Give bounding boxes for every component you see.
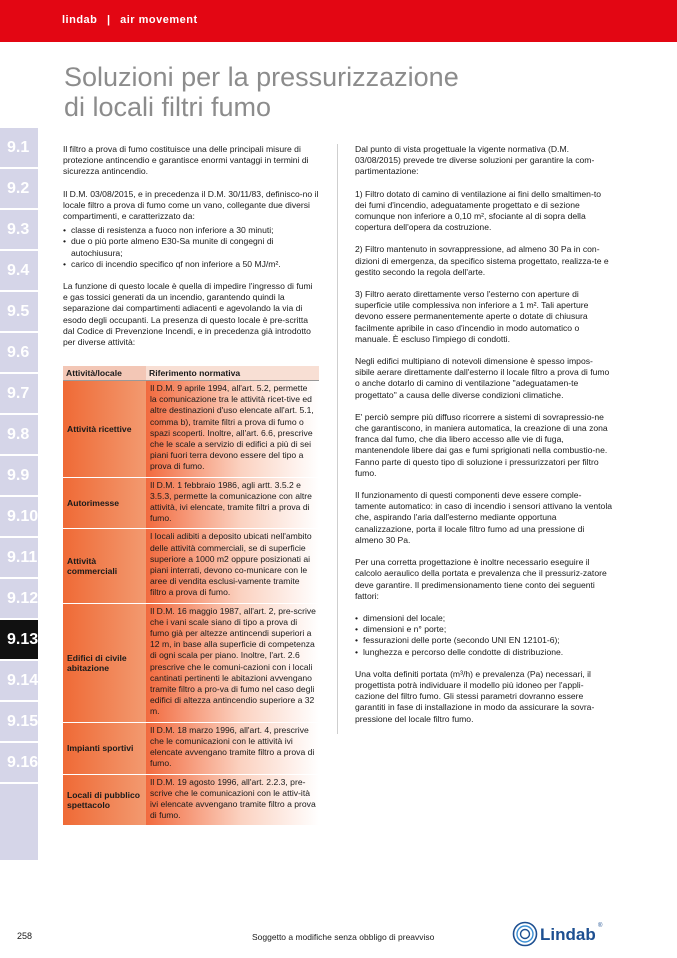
table-row xyxy=(63,381,319,478)
table-cell-reference: Il D.M. 19 agosto 1996, all'art. 2.2.3, pre-scrive che le comunicazioni con le attiv-ità ivi elencate avvengano tramite filtro a prova di fumo. xyxy=(146,775,319,826)
right-paragraph-1: Dal punto di vista progettuale la vigente normativa (D.M. 03/08/2015) prevede tre diverse soluzioni per garantire la com-partimentazione: xyxy=(355,144,595,177)
column-divider xyxy=(337,144,338,734)
table-cell-reference: Il D.M. 1 febbraio 1986, agli artt. 3.5.2 e 3.5.3, permette la comunicazione con altre attività, ivi elencate, tramite filtri a prova di fumo. xyxy=(146,478,319,529)
list-item: • due o più porte almeno E30-Sa munite di congegni di autochiusura; xyxy=(63,236,319,258)
tab-9-15[interactable]: 9.15 xyxy=(0,702,38,741)
tab-9-14[interactable]: 9.14 xyxy=(0,661,38,700)
page-number: 258 xyxy=(17,931,33,941)
list-item: • carico di incendio specifico qf non inferiore a 50 MJ/m². xyxy=(63,259,319,270)
list-item: • fessurazioni delle porte (secondo UNI EN 12101-6); xyxy=(355,635,612,646)
tab-9-16[interactable]: 9.16 xyxy=(0,743,38,782)
table-cell-reference: Il D.M. 9 aprile 1994, all'art. 5.2, permette la comunicazione tra le attività ricet-tive ed altre destinazioni d'uso elencate all'art. 5.1, comma b), tramite filtri a prova di fumo o spazi scoperti. Inoltre, all'art. 6.6, prescrive che le scale a servizio di edifici a più di sei piani fuori terra devono essere del tipo a prova di fumo. xyxy=(146,381,319,477)
table-cell-activity: Attività ricettive xyxy=(63,381,146,477)
table-row xyxy=(63,529,319,603)
right-paragraph-8: Per una corretta progettazione è inoltre necessario eseguire il calcolo aeraulico della portata e prevalenza che il pressuriz-zatore deve garantire. Il predimensionamento tiene conto dei seguenti fattori: xyxy=(355,557,607,601)
footer-note: Soggetto a modifiche senza obbligo di preavviso xyxy=(252,932,435,942)
list-item: • lunghezza e percorso delle condotte di distribuzione. xyxy=(355,647,612,658)
tab-blank xyxy=(0,784,38,860)
header-section: air movement xyxy=(120,14,198,26)
lindab-swirl-icon xyxy=(512,921,538,947)
tab-9-12[interactable]: 9.12 xyxy=(0,579,38,618)
table-cell-activity: Impianti sportivi xyxy=(63,723,146,774)
tab-9-5[interactable]: 9.5 xyxy=(0,292,38,331)
table-cell-activity: Edifici di civile abitazione xyxy=(63,604,146,722)
page-title-line-2: di locali filtri fumo xyxy=(64,92,272,122)
table-cell-activity: Attività commerciali xyxy=(63,529,146,602)
list-item: • dimensioni e n° porte; xyxy=(355,624,612,635)
right-paragraph-6: E' perciò sempre più diffuso ricorrere a sistemi di sovrapressio-ne che garantiscono, in maniera automatica, la creazione di una zona franca dal fumo, che dia libero accesso alle vie di fuga, mantenendole libere dai gas e fumi sprigionati nella combustio-ne. Fanno parte di questo tipo di soluzione i pressurizzatori per filtro fumo. xyxy=(355,411,608,478)
page-title xyxy=(64,62,624,122)
table-cell-reference: I locali adibiti a deposito ubicati nell'ambito delle attività commerciali, se di superficie superiore a 1000 m2 oppure posizionati ai piani interrati, devono co-municare con le aree di vendita esclusi-vamente tramite filtro a prova di fumo. xyxy=(146,529,319,602)
tab-9-3[interactable]: 9.3 xyxy=(0,210,38,249)
tab-9-9[interactable]: 9.9 xyxy=(0,456,38,495)
tab-9-7[interactable]: 9.7 xyxy=(0,374,38,413)
left-bullet-list xyxy=(63,225,319,270)
chapter-tabs xyxy=(0,128,38,862)
right-paragraph-3: 2) Filtro mantenuto in sovrappressione, ad almeno 30 Pa in con-dizioni di emergenza, da specifico sistema progettato, realizza-te e gestito secondo la regola dell'arte. xyxy=(355,244,609,277)
table-cell-activity: Autorimesse xyxy=(63,478,146,529)
tab-9-10[interactable]: 9.10 xyxy=(0,497,38,536)
right-paragraph-4: 3) Filtro aerato direttamente verso l'esterno con aperture di superficie utile complessiva non inferiore a 1 m². Tali aperture devono essere permanentemente aperte o dotate di chiusura facilmente apribile in caso d'incendio in modo automatico o manuale. È escluso l'impiego di condotti. xyxy=(355,289,589,344)
tab-9-13-active[interactable]: 9.13 xyxy=(0,620,38,659)
right-paragraph-5: Negli edifici multipiano di notevoli dimensione è spesso impos-sibile aerare direttamente dall'esterno il locale filtro a prova di fumo o anche dotarlo di camino di ventilazione "adeguatamen-te progettato" a causa delle diverse condizioni climatiche. xyxy=(355,356,610,400)
header-separator: | xyxy=(106,14,111,26)
left-paragraph-1: Il filtro a prova di fumo costituisce una delle principali misure di protezione antincendio e garantisce enormi vantaggi in termini di sicurezza antincendio. xyxy=(63,144,309,177)
table-cell-reference: Il D.M. 18 marzo 1996, all'art. 4, prescrive che le comunicazioni con le attività ivi elencate avvengano tramite filtro a prova di fumo. xyxy=(146,723,319,774)
tab-9-2[interactable]: 9.2 xyxy=(0,169,38,208)
right-paragraph-2: 1) Filtro dotato di camino di ventilazione ai fini dello smaltimen-to dei fumi d'incendio, adeguatamente progettato e di sezione comunque non inferiore a 0,10 m², sfociante al di sopra della copertura dell'opera da costruzione. xyxy=(355,188,601,233)
right-column xyxy=(355,144,612,736)
header-brandline xyxy=(62,14,198,26)
regulation-table xyxy=(63,366,319,826)
lindab-logo xyxy=(512,920,612,948)
logo-registered-mark: ® xyxy=(598,923,603,929)
tab-9-6[interactable]: 9.6 xyxy=(0,333,38,372)
table-row xyxy=(63,478,319,530)
table-cell-reference: Il D.M. 16 maggio 1987, all'art. 2, pre-scrive che i vani scale siano di tipo a prova di fumo già per altezze antincendi superiori a 12 m, in base alla superficie di competenza di ogni scala per piano. Inoltre, l'art. 2.6 prescrive che le comuni-cazioni con i locali cantinati pertinenti le abitazioni avvengano tramite filtro a pro-va di fumo nel caso degli edifici di altezza antincendio superiore a 32 m. xyxy=(146,604,319,722)
tab-9-4[interactable]: 9.4 xyxy=(0,251,38,290)
table-header xyxy=(63,366,319,381)
left-paragraph-2: Il D.M. 03/08/2015, e in precedenza il D.M. 30/11/83, definisco-no il locale filtro a prova di fumo come un vano, collegante due diversi compartimenti, e caratterizzato da: xyxy=(63,188,319,222)
tab-9-8[interactable]: 9.8 xyxy=(0,415,38,454)
table-header-activity: Attività/locale xyxy=(63,366,146,380)
right-paragraph-9: Una volta definiti portata (m³/h) e prevalenza (Pa) necessari, il progettista potrà individuare il modello più idoneo per l'appli-cazione del filtro fumo. Gli stessi parametri dovranno essere garantiti in fase di installazione in modo da assicurare la sovra-pressione del locale filtro fumo. xyxy=(355,668,595,724)
tab-9-11[interactable]: 9.11 xyxy=(0,538,38,577)
table-cell-activity: Locali di pubblico spettacolo xyxy=(63,775,146,826)
left-column xyxy=(63,144,319,359)
right-bullet-list xyxy=(355,613,612,658)
tab-9-1[interactable]: 9.1 xyxy=(0,128,38,167)
right-paragraph-7: Il funzionamento di questi componenti deve essere comple-tamente automatico: in caso di incendio i sensori attivano la ventola che, aspirando l'aria dall'esterno mediante opportuna canalizzazione, porta il locale filtro fumo ad una pressione di almeno 30 Pa. xyxy=(355,490,613,545)
header-brand: lindab xyxy=(62,14,98,26)
table-row xyxy=(63,775,319,827)
list-item: • classe di resistenza a fuoco non inferiore a 30 minuti; xyxy=(63,225,319,236)
logo-text: Lindab xyxy=(540,925,596,944)
table-row xyxy=(63,723,319,775)
table-row xyxy=(63,604,319,723)
table-header-reference: Riferimento normativa xyxy=(146,366,319,380)
page-title-line-1: Soluzioni per la pressurizzazione xyxy=(64,62,459,92)
top-brand-bar xyxy=(0,0,677,42)
left-paragraph-3: La funzione di questo locale è quella di impedire l'ingresso di fumi e gas tossici generati da un incendio, garantendo quindi la separazione dai compartimenti adiacenti e agevolando la via di esodo degli occupanti. La presenza di questo locale è pre-scritta dal Codice di Prevenzione Incendi, e in precedenza già introdotto per diverse attività: xyxy=(63,281,313,348)
list-item: • dimensioni del locale; xyxy=(355,613,612,624)
